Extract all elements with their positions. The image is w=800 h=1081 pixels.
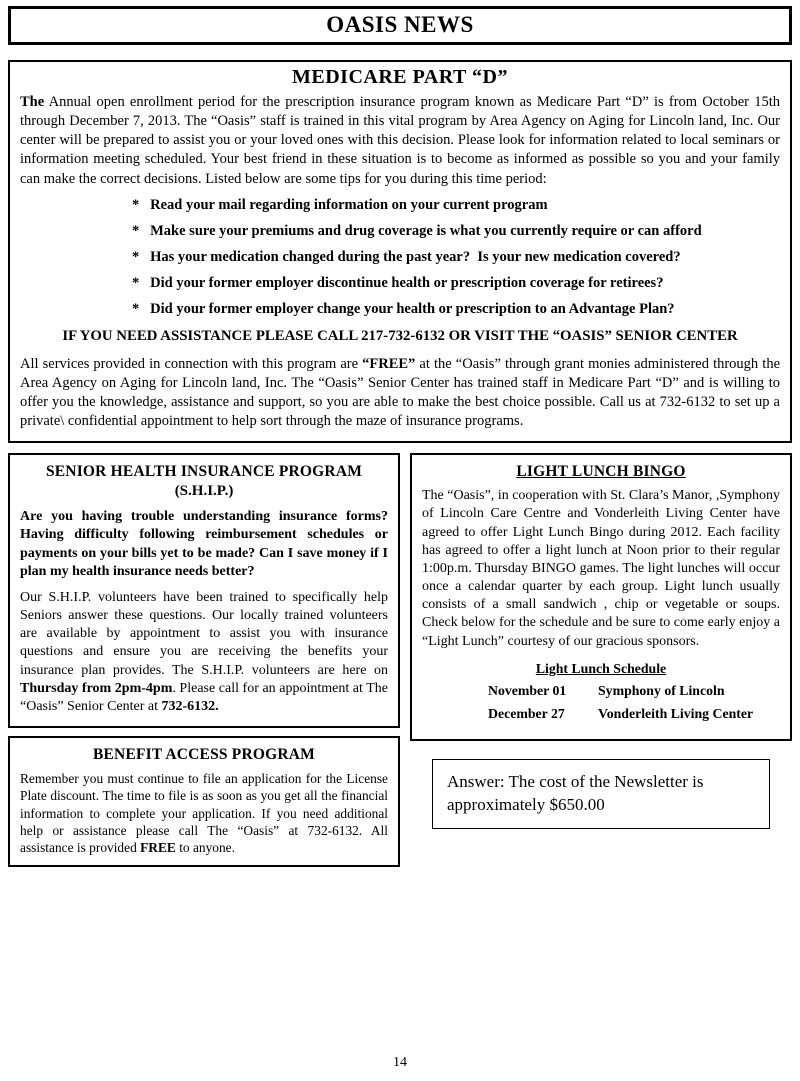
medicare-tips-list: [20, 197, 780, 318]
benefit-paragraph: [20, 770, 388, 856]
ship-hours: Thursday from 2pm-4pm: [20, 680, 173, 696]
two-column-area: [8, 453, 792, 867]
medicare-tip-item: * Make sure your premiums and drug coverage is what you currently require or can afford: [132, 222, 702, 239]
ship-title: SENIOR HEALTH INSURANCE PROGRAM: [45, 463, 363, 481]
ship-info-text-1: Our S.H.I.P. volunteers have been trained to specifically help Seniors answer these questions. Our locally trained volunteers are available by appointment to assist you with insurance questions and ensure you are receiving the benefits your insurance plan provides. The S.H.I.P. volunteers are here on: [20, 589, 388, 678]
light-lunch-bingo-section: [410, 453, 792, 741]
newsletter-title: OASIS NEWS: [326, 12, 474, 37]
ship-questions-paragraph: Are you having trouble understanding insurance forms? Having difficulty following reimbursement schedules or payments on your bills yet to be made? Can I save money if I plan my health insurance needs better?: [20, 509, 388, 579]
answer-text: Answer: The cost of the Newsletter is approximately $650.00: [447, 771, 704, 814]
ship-info-paragraph: [20, 589, 388, 716]
schedule-venue: Symphony of Lincoln: [598, 682, 725, 698]
medicare-closing-free: “FREE”: [362, 355, 416, 372]
medicare-intro-lead: The: [20, 94, 45, 110]
lunch-schedule-title: Light Lunch Schedule: [535, 660, 667, 676]
medicare-tip-item: * Did your former employer change your health or prescription to an Advantage Plan?: [132, 300, 675, 317]
medicare-assistance-line: IF YOU NEED ASSISTANCE PLEASE CALL 217-732-6132 OR VISIT THE “OASIS” SENIOR CENTER: [62, 327, 738, 344]
medicare-closing-text-2: at the “Oasis” through grant monies administered through the Area Agency on Aging for Lincoln land, Inc. The “Oasis” Senior Center has trained staff in Medicare Part “D” and is willing to offer you the knowledge, assistance and support, so you are able to make the best choice possible. Call us at 732-6132 to set up a private\ confidential appointment to help sort through the maze of insurance programs.: [20, 355, 780, 429]
benefit-text-1: Remember you must continue to file an application for the License Plate discount. The time to file is as soon as you get all the financial information to complete your application. If you need additional help or assistance please call The “Oasis” at 732-6132. All assistance is provided: [20, 771, 388, 855]
benefit-text-2: to anyone.: [175, 839, 235, 855]
medicare-intro-text: Annual open enrollment period for the prescription insurance program known as Medicare Part “D” is from October 15th through December 7, 2013. The “Oasis” staff is trained in this vital program by Area Agency on Aging for Lincoln land, Inc. Our center will be prepared to assist you or your loved ones with this decision. Please look for information related to local seminars or information meeting scheduled. Your best friend in these situation is to become as informed as possible so you and your family can make the correct decisions. Listed below are some tips for you during this time period:: [20, 94, 780, 187]
schedule-date: December 27: [488, 705, 565, 721]
ship-section: [8, 453, 400, 728]
answer-box: [432, 759, 770, 829]
benefit-free: FREE: [140, 839, 176, 855]
right-column: [410, 453, 792, 829]
left-column: [8, 453, 400, 867]
medicare-tip-item: * Read your mail regarding information on your current program: [132, 196, 548, 213]
medicare-intro-paragraph: [20, 93, 780, 189]
schedule-date: November 01: [488, 682, 567, 698]
page-number: 14: [393, 1055, 407, 1070]
ship-info-text-2: . Please call for an appointment at The “Oasis” Senior Center at: [20, 680, 388, 714]
medicare-title: MEDICARE PART “D”: [292, 66, 508, 88]
benefit-access-section: [8, 736, 400, 867]
ship-subtitle: (S.H.I.P.): [174, 483, 234, 500]
medicare-tip-item: * Did your former employer discontinue health or prescription coverage for retirees?: [132, 274, 664, 291]
masthead: [8, 6, 792, 45]
bingo-paragraph: The “Oasis”, in cooperation with St. Clara’s Manor, ,Symphony of Lincoln Care Centre and Vonderleith Living Center have agreed to offer Light Lunch Bingo during 2012. Each facility has agreed to offer a light lunch at Noon prior to their regular 1:00p.m. Thursday BINGO games. The light lunches will occur once a calendar quarter by each group. Light lunch usually consists of a small sandwich , chip or vegetable or soups. Check below for the schedule and be sure to come early enjoy a “Light Lunch” courtesy of our gracious sponsors.: [422, 488, 780, 649]
schedule-row: [422, 683, 780, 699]
benefit-title: BENEFIT ACCESS PROGRAM: [92, 746, 315, 764]
schedule-row: [422, 706, 780, 722]
medicare-section: [8, 60, 792, 443]
ship-phone: 732-6132.: [161, 699, 219, 714]
medicare-closing-paragraph: [20, 355, 780, 432]
bingo-title: LIGHT LUNCH BINGO: [516, 463, 686, 481]
medicare-closing-text-1: All services provided in connection with this program are: [20, 355, 363, 372]
medicare-tip-item: * Has your medication changed during the past year? Is your new medication covered?: [132, 248, 681, 265]
schedule-venue: Vonderleith Living Center: [598, 705, 754, 721]
